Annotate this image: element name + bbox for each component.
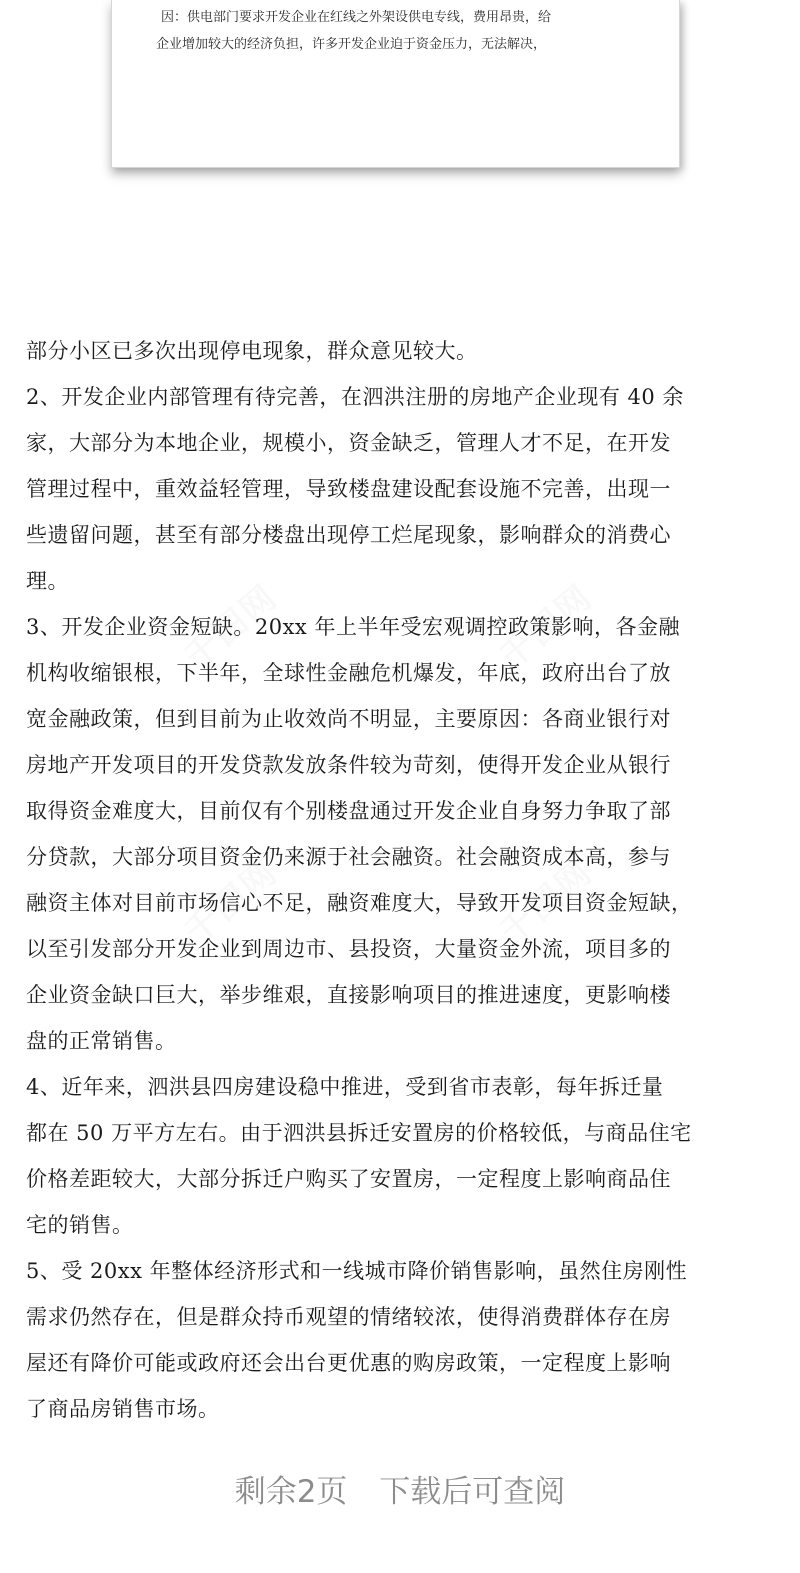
body-line: 分贷款，大部分项目资金仍来源于社会融资。社会融资成本高，参与 [26, 845, 671, 869]
body-line: 房地产开发项目的开发贷款发放条件较为苛刻，使得开发企业从银行 [26, 753, 671, 777]
body-line: 都在 50 万平方左右。由于泗洪县拆迁安置房的价格较低，与商品住宅 [26, 1121, 692, 1145]
watermark-logo: 千图网 [492, 577, 601, 678]
body-line: 5、受 20xx 年整体经济形式和一线城市降价销售影响，虽然住房刚性 [26, 1259, 688, 1283]
body-line: 价格差距较大，大部分拆迁户购买了安置房，一定程度上影响商品住 [26, 1167, 671, 1191]
body-line: 以至引发部分开发企业到周边市、县投资，大量资金外流，项目多的 [26, 937, 671, 961]
body-line: 机构收缩银根，下半年，全球性金融危机爆发，年底，政府出台了放 [26, 661, 671, 685]
body-line: 3、开发企业资金短缺。20xx 年上半年受宏观调控政策影响，各金融 [26, 615, 680, 639]
body-line: 取得资金难度大，目前仅有个别楼盘通过开发企业自身努力争取了部 [26, 799, 671, 823]
body-line: 需求仍然存在，但是群众持币观望的情绪较浓，使得消费群体存在房 [26, 1305, 671, 1329]
body-line: 些遗留问题，甚至有部分楼盘出现停工烂尾现象，影响群众的消费心 [26, 523, 671, 547]
body-line: 屋还有降价可能或政府还会出台更优惠的购房政策，一定程度上影响 [26, 1351, 671, 1375]
remaining-pages-notice[interactable]: 剩余2页 下载后可查阅 [234, 1474, 566, 1510]
body-line: 了商品房销售市场。 [26, 1397, 220, 1421]
watermark-logo: 千图网 [177, 852, 286, 953]
body-line: 部分小区已多次出现停电现象，群众意见较大。 [26, 339, 478, 363]
body-line: 宅的销售。 [26, 1213, 134, 1237]
body-line: 家，大部分为本地企业，规模小，资金缺乏，管理人才不足，在开发 [26, 431, 671, 455]
body-line: 宽金融政策，但到目前为止收效尚不明显，主要原因：各商业银行对 [26, 707, 671, 731]
preview-line: 因：供电部门要求开发企业在红线之外架设供电专线，费用昂贵，给 [161, 10, 552, 25]
body-line: 盘的正常销售。 [26, 1029, 177, 1053]
preview-line: 企业增加较大的经济负担，许多开发企业迫于资金压力，无法解决， [156, 37, 547, 52]
body-line: 企业资金缺口巨大，举步维艰，直接影响项目的推进速度，更影响楼 [26, 983, 671, 1007]
body-line: 融资主体对目前市场信心不足，融资难度大，导致开发项目资金短缺， [26, 891, 693, 915]
body-line: 管理过程中，重效益轻管理，导致楼盘建设配套设施不完善，出现一 [26, 477, 671, 501]
watermark-logo: 千图网 [177, 577, 286, 678]
body-line: 4、近年来，泗洪县四房建设稳中推进，受到省市表彰，每年拆迁量 [26, 1075, 664, 1099]
watermark-logo: 千图网 [492, 852, 601, 953]
document-body [26, 328, 776, 1432]
body-line: 理。 [26, 569, 69, 593]
document-preview-card [111, 0, 680, 168]
body-line: 2、开发企业内部管理有待完善，在泗洪注册的房地产企业现有 40 余 [26, 385, 684, 409]
